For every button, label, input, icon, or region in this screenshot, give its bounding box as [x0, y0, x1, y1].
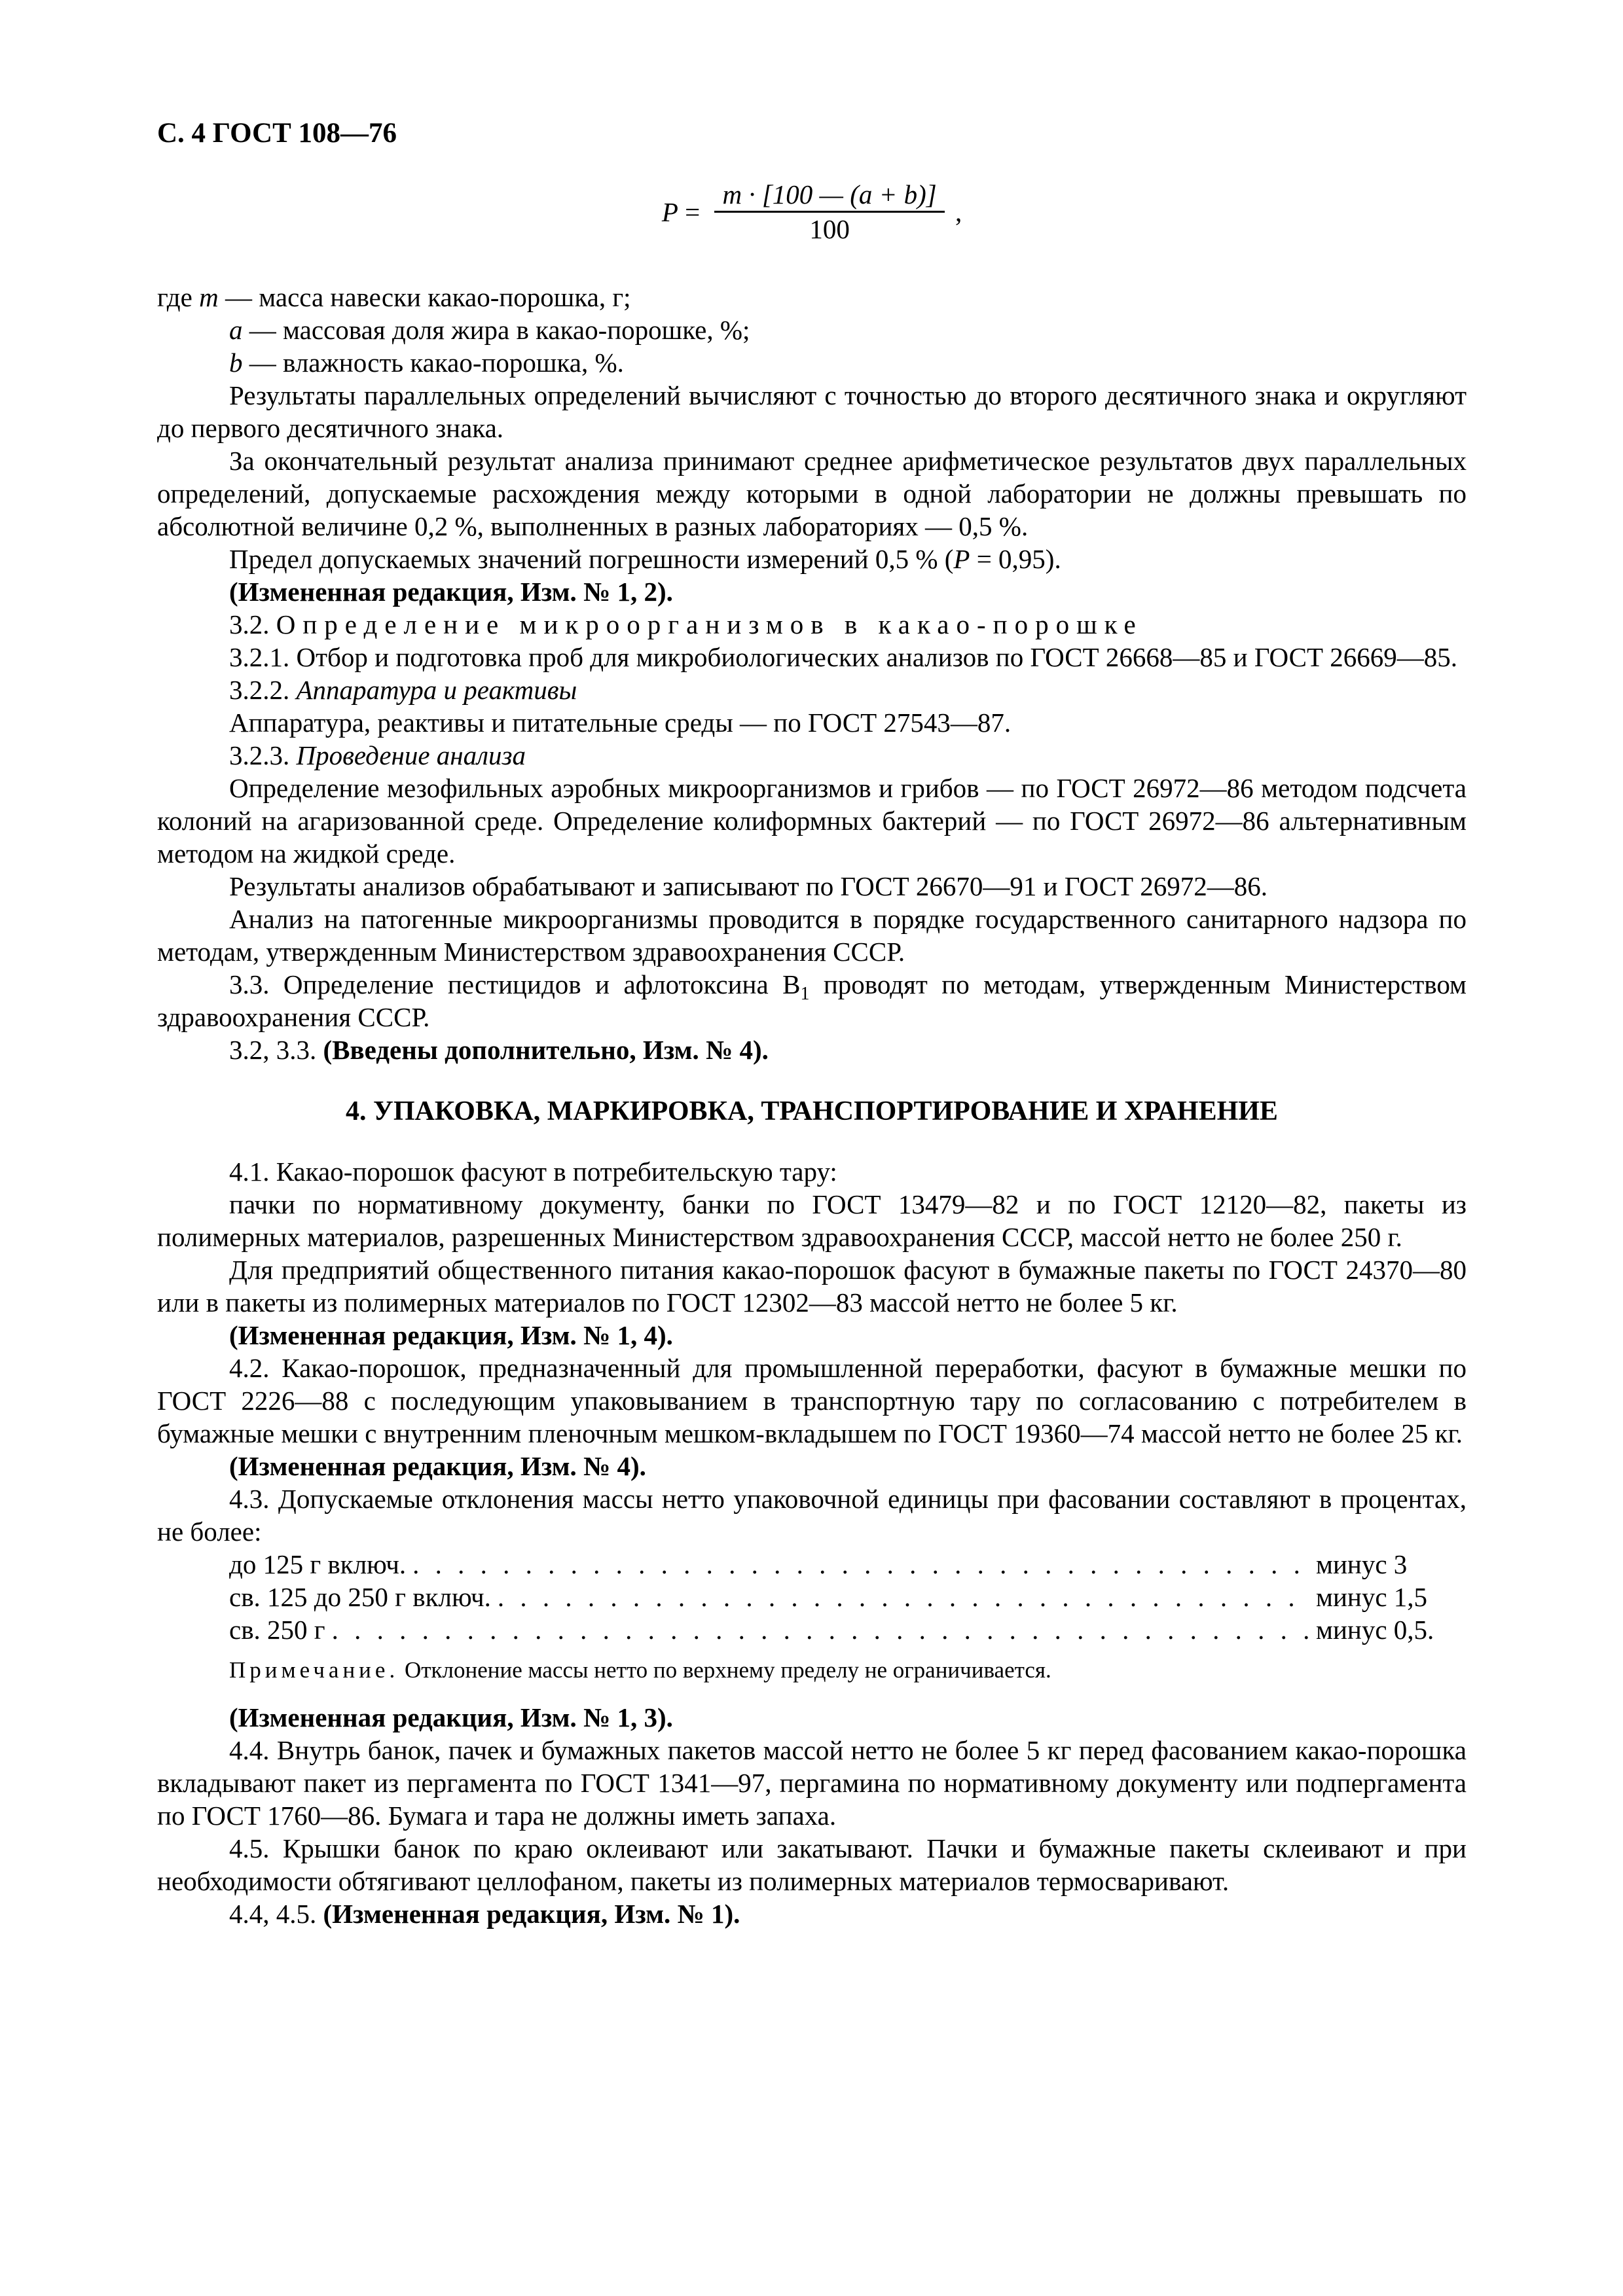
paragraph-results-processing: Результаты анализов обрабатывают и записывают по ГОСТ 26670—91 и ГОСТ 26972—86. [229, 871, 1268, 901]
amendment-4-1: (Измененная редакция, Изм. № 1, 4). [229, 1320, 673, 1350]
clause-3-3-text-b: проводят по методам, утвержденным Министерством здравоохранения СССР. [157, 969, 1467, 1032]
page-content [157, 115, 1467, 1930]
tolerance-label: св. 125 до 250 г включ. [229, 1582, 491, 1612]
tolerance-row [157, 1581, 1467, 1613]
clause-3-2-3-title: Проведение анализа [296, 740, 526, 770]
legend-m-prefix: где [157, 282, 200, 312]
clause-4-1-packaging: пачки по нормативному документу, банки по ГОСТ 13479—82 и по ГОСТ 12120—82, пакеты из полимерных материалов, разрешенных Министерством здравоохранения СССР, массой нетто не более 250 г. [157, 1189, 1467, 1252]
clause-4-2: 4.2. Какао-порошок, предназначенный для промышленной переработки, фасуют в бумажные мешки по ГОСТ 2226—88 с последующим упаковыванием в транспортную тару по согласованию с потребителем в бумажные мешки с внутренним пленочным мешком-вкладышем по ГОСТ 19360—74 массой нетто не более 25 кг. [157, 1353, 1467, 1448]
tolerance-label: св. 250 г [229, 1615, 325, 1645]
note [157, 1655, 1467, 1685]
error-limit-text-b: = 0,95). [970, 544, 1061, 574]
formula-numerator: m · [100 — (a + b)] [714, 179, 944, 213]
clause-3-3 [157, 968, 1467, 1033]
amendment-4-2: (Измененная редакция, Изм. № 4). [229, 1451, 646, 1481]
clause-4-5: 4.5. Крышки банок по краю оклеивают или закатывают. Пачки и бумажные пакеты склеивают и при необходимости обтягивают целлофаном, пакеты из полимерных материалов термосваривают. [157, 1833, 1467, 1896]
formula-fraction [714, 179, 944, 244]
introduced-note-text: (Введены дополнительно, Изм. № 4). [323, 1035, 769, 1065]
tolerance-value: минус 1,5 [1316, 1582, 1428, 1612]
tolerance-label: до 125 г включ. [229, 1549, 407, 1579]
legend-a-symbol: a [229, 315, 243, 345]
error-limit-text-a: Предел допускаемых значений погрешности измерений 0,5 % ( [229, 544, 954, 574]
formula-tail: , [948, 196, 962, 227]
clause-3-2-3-text: Определение мезофильных аэробных микроорганизмов и грибов — по ГОСТ 26972—86 методом подсчета колоний на агаризованной среде. Определение колиформных бактерий — по ГОСТ 26972—86 альтернативным методом на жидкой среде. [157, 773, 1467, 869]
tolerance-leader-dots [498, 1581, 1309, 1613]
paragraph-final-result: За окончательный результат анализа принимают среднее арифметическое результатов двух параллельных определений, допускаемые расхождения между которыми в одной лаборатории не должны превышать по абсолютной величине 0,2 %, выполненных в разных лабораториях — 0,5 %. [157, 446, 1467, 541]
clause-3-2-2 [157, 673, 1467, 706]
paragraph-error-limit [157, 543, 1467, 575]
tolerance-list [157, 1548, 1467, 1646]
legend-a [157, 314, 1467, 346]
paragraph-pathogen-analysis: Анализ на патогенные микроорганизмы проводится в порядке государственного санитарного надзора по методам, утвержденным Министерством здравоохранения СССР. [157, 904, 1467, 967]
tolerance-leader-dots [332, 1613, 1309, 1646]
introduced-note [157, 1033, 1467, 1066]
clause-4-3: 4.3. Допускаемые отклонения массы нетто упаковочной единицы при фасовании составляют в процентах, не более: [157, 1484, 1467, 1547]
heading-3-2-title: Определение микроорганизмов в какао-порошке [276, 609, 1143, 639]
tolerance-value: минус 3 [1316, 1549, 1408, 1579]
final-amendment [157, 1897, 1467, 1930]
final-amendment-text: (Измененная редакция, Изм. № 1). [323, 1899, 740, 1929]
tolerance-row [157, 1613, 1467, 1646]
clause-3-2-2-text: Аппаратура, реактивы и питательные среды — по ГОСТ 27543—87. [229, 708, 1012, 738]
legend-b [157, 346, 1467, 379]
paragraph-parallel-results: Результаты параллельных определений вычисляют с точностью до второго десятичного знака и округляют до первого десятичного знака. [157, 380, 1467, 443]
clause-3-2-3 [157, 739, 1467, 772]
clause-3-2-2-title: Аппаратура и реактивы [296, 675, 577, 705]
legend-b-symbol: b [229, 348, 243, 378]
tolerance-value: минус 0,5. [1316, 1615, 1434, 1645]
heading-3-2-number: 3.2. [229, 609, 276, 639]
tolerance-leader-dots [412, 1548, 1309, 1581]
clause-4-1-catering: Для предприятий общественного питания какао-порошок фасуют в бумажные пакеты по ГОСТ 24370—80 или в пакеты из полимерных материалов по ГОСТ 12302—83 массой нетто не более 5 кг. [157, 1255, 1467, 1318]
final-amendment-prefix: 4.4, 4.5. [229, 1899, 323, 1929]
formula-equals: = [678, 196, 707, 227]
heading-3-2 [157, 608, 1467, 641]
clause-3-2-1: 3.2.1. Отбор и подготовка проб для микробиологических анализов по ГОСТ 26668—85 и ГОСТ 26669—85. [229, 642, 1458, 672]
clause-3-2-3-number: 3.2.3. [229, 740, 297, 770]
section-4-title: 4. УПАКОВКА, МАРКИРОВКА, ТРАНСПОРТИРОВАНИЕ И ХРАНЕНИЕ [346, 1096, 1278, 1126]
amendment-4-3: (Измененная редакция, Изм. № 1, 3). [229, 1702, 673, 1732]
amendment-note: (Измененная редакция, Изм. № 1, 2). [229, 577, 673, 607]
legend-m [157, 281, 1467, 314]
clause-3-3-subscript: 1 [800, 984, 810, 1005]
legend-m-symbol: m [199, 282, 219, 312]
page-header: С. 4 ГОСТ 108—76 [157, 118, 397, 149]
note-text: Отклонение массы нетто по верхнему пределу не ограничивается. [399, 1657, 1051, 1683]
formula-lhs: P [661, 196, 678, 227]
legend-b-text: — влажность какао-порошка, %. [242, 348, 624, 378]
formula [157, 179, 1467, 244]
clause-4-4: 4.4. Внутрь банок, пачек и бумажных пакетов массой нетто не более 5 кг перед фасованием какао-порошка вкладывают пакет из пергамента по ГОСТ 1341—97, пергамина по нормативному документу или подпергамента по ГОСТ 1760—86. Бумага и тара не должны иметь запаха. [157, 1735, 1467, 1831]
formula-denominator: 100 [809, 214, 850, 244]
clause-3-2-2-number: 3.2.2. [229, 675, 297, 705]
note-label: Примечание. [229, 1657, 399, 1683]
introduced-note-prefix: 3.2, 3.3. [229, 1035, 323, 1065]
tolerance-row [157, 1548, 1467, 1581]
clause-3-3-text-a: 3.3. Определение пестицидов и афлотоксина B [229, 969, 801, 999]
clause-4-1: 4.1. Какао-порошок фасуют в потребительскую тару: [229, 1157, 837, 1187]
error-limit-p: P [953, 544, 970, 574]
legend-m-text: — масса навески какао-порошка, г; [218, 282, 631, 312]
legend-a-text: — массовая доля жира в какао-порошке, %; [242, 315, 750, 345]
